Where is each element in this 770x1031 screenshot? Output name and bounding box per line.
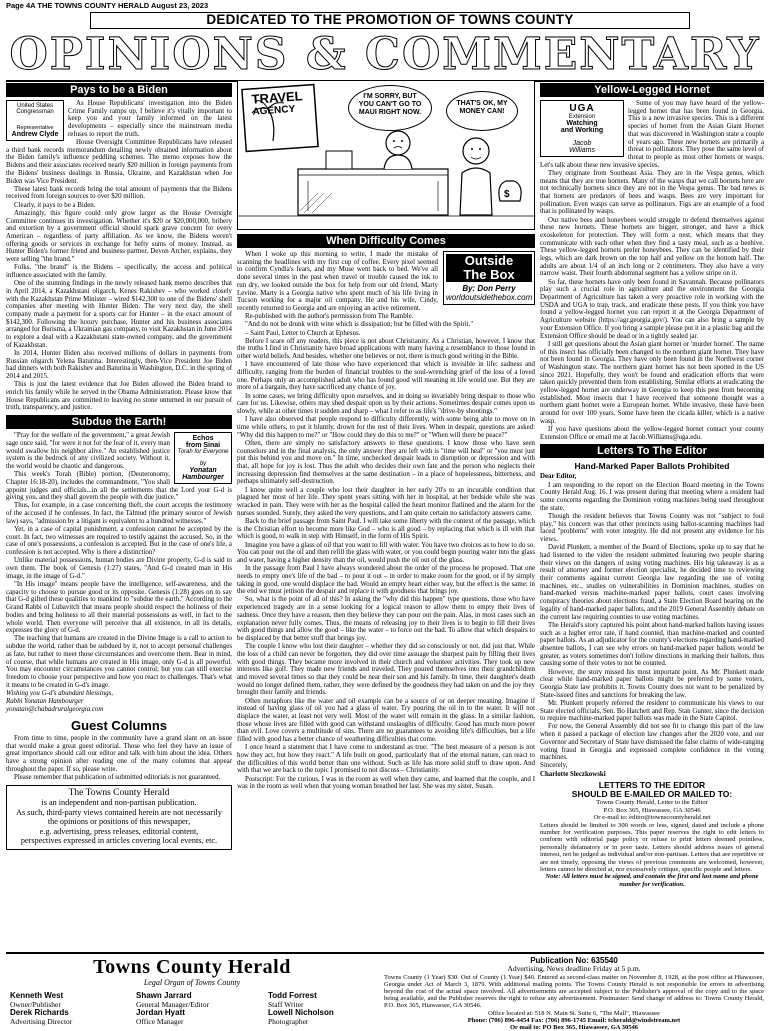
paragraph: Before I scare off any readers, this piece is not about Christianity. As a Christian, however, I know that the truths I find in Christianity have broad applications with many having a resemblance to those found in other world beliefs. And besides, whether one believes or not, there is much good writing in the Bible. [237,337,535,361]
address-heading: SHOULD BE E-MAILED OR MAILED TO: [571,789,733,800]
speech-bubble-agent: I'M SORRY, BUT YOU CAN'T GO TO MAUI RIGHT NOW. [348,85,432,131]
staff-entry [268,992,376,1026]
inset-line: from Sinai [185,442,221,450]
publication-info [384,956,764,1031]
logo-website: worldoutsidethebox.com [446,293,533,302]
paragraph: Imagine you have a glass of oil that you want to fill with water. You have two choices as to how to do so. You can pour out the oil and then refill the glass with water, or you could begin pouring water into the glass and water, having a higher density than the oil, would push the oil out of the glass. [237,541,535,564]
cartoon-sign-line: TRAVEL [251,88,304,107]
paragraph: I am responding to the report on the Election Board meeting in the Towns County Herald Aug. 16. I was present during that meeting where a resident had some concerns regarding the Dominion voting machines being used throughout the state. [540,481,764,512]
publication-deadline: Advertising, News deadline Friday at 5 p.m. [507,964,641,973]
masthead-left [6,956,378,1026]
paragraph: "Pray for the welfare of the government," a great Jewish sage once said, "for were it not for the fear of it, every man would swallow his neighbor alive." An established justice system is the bedrock of any civilized society. Without it, the world would be chaotic and dangerous. [6,432,170,470]
staff-name: Jordan Hyatt [136,1008,185,1017]
staff-name: Todd Forrest [268,991,317,1000]
paragraph: Our native bees and honeybees would struggle to defend themselves against these new hornets. These hornets are bigger, stronger, and have a thick exoskeleton for protection. They will form a nest, which means that they communicate with each other when they find a tasty meal, such as a beehive. These yellow-legged hornets prefer honeybees. They can be identified by their legs, which are dark brown on the top half and yellow on the bottom half. The adults are about 1/4 of an inch long or 2 centimeters. They also have a very narrow waist. Their fourth abdominal segment has a yellow stripe on it. [540,216,764,278]
address-line: Towns County Herald, Letter to the Editor [596,799,708,807]
inset-line: Watching [566,120,598,127]
paragraph: House Oversight Committee Republicans have released a third bank records memorandum detailing newly obtained information about the Biden family's influence peddling schemes. The memo exposes how the Bidens and their associates received nearly $20 million in foreign payments from the Bidens' business dealings in Russia, Ukraine, and Kazakhstan when Joe Biden was Vice President. [6,139,232,185]
inset-line: and Working [560,127,604,134]
page-folio: Page 4A THE TOWNS COUNTY HERALD August 23, 2023 [6,1,209,10]
address-policy: Letters should be limited to 300 words or less, signed, dated and include a phone number for verification purposes. This paper reserves the right to edit letters to conform with editorial page policy or refuse to print letters deemed pointless, personally defamatory or in poor taste. Letters should address issues of general interest, not be judged as individual and/or non-partisan. Letters that are repetitive or are not timely, opposing the views of previous comments are welcomed, however, letters cannot be directed at, nor excessively critique, specific people and letters. [540,821,764,874]
paragraph: As House Republicans' investigation into the Biden Crime Family ramps up, I believe it's vitally important to keep you and your family informed on the latest developments – especially since the mainstream media refuses to report the truth. [68,100,232,138]
paragraph: Postscript: For the curious, I was in the room as well when they came, and learned that the couple, and I was in the room as well when that young woman breathed her last. She was my sister, Susan. [237,775,535,791]
paragraph: – Saint Paul, Letter to Church at Ephesus. [245,329,361,337]
article-body-difficulty [237,251,535,791]
paragraph: These latest bank records bring the total amount of payments that the Bidens received from foreign sources to over $20 million. [6,185,232,201]
paragraph: If you have questions about the yellow-legged hornet contact your county Extension Office or email me at Jacob.Williams@uga.edu. [540,426,764,441]
column-left [6,83,232,949]
staff-role: Office Manager [136,1016,184,1026]
paragraph: In the passage from Paul I have always wondered about the order of the process he proposed. That one needs to empty one's life of the bad – to pour it out – in order to make room for the good, or if by simply taking in good, one would displace the bad. Would an empty heart either way, but the effect is the same: in the end we must jettison the despair and replace it with goodness that brings joy. [237,565,535,596]
inset-author-name: Yonatan Hambourger [182,467,224,482]
sign-name: Rabbi Yonatan Hambourger [6,698,84,706]
cartoon-sign [251,89,304,118]
paragraph: This is just the latest evidence that Joe Biden allowed the Biden brand to enrich his family while he served in the Obama Administration. Please know that House Republicans are committed to leaving no stone unturned in our pursuit of truth, transparency, and justice. [6,381,232,412]
inset-author-name: Andrew Clyde [11,131,59,138]
address-heading: LETTERS TO THE EDITOR [598,780,706,791]
article-body-biden [6,100,232,412]
paragraph: I once heard a statement that I have come to understand as true: "The best measure of a person is not how they act, but how they react." A life built on good, particularly that of the eternal nature, can react to the difficulties of this world better than one without. Such as life has more solid stuff to draw upon. And with that we are back to the topic I promised to not discuss – Christianity. [237,744,535,775]
publication-terms: Towns County (1 Year) $30. Out of County (1 Year) $40. Entered as second-class matter on November 8, 1928, at the post office at Hiawassee, Georgia under Act of March 3, 1879. With additional mailing points. The Towns County Herald is not responsible for errors in advertising beyond the cost of the actual space involved. All advertisements are accepted subject to the Publisher's approval of the copy and to the space being available, and the Publisher reserves the right to refuse any advertisement. Postmaster: Send change of address to: Towns County Herald, P.O. Box 365, Hiawassee, GA 30546. [384,973,764,1010]
inset-line: Extension [568,114,596,120]
paragraph: Often metaphors like the water and oil example can be a source of or on deeper meaning. Imagine if instead of having glass of oil you had a glass of water. Try pouring the oil in to the water. It will not displace the water, at least not very well. Most of the water will remain in the glass. In a similar fashion, those whose lives are filled with good can withstand onslaughts of difficulty. Good has much more power than evil. Love covers a multitude of sins. There are no guarantees to avoiding life's difficulties, but a life filled with good has a better chance of weathering difficulties that come. [237,697,535,744]
paragraph: I have also observed that people respond to difficulty differently, with some being able to move on in time while others, to put it bluntly, drown for the rest of their lives. When in despair, questions are asked: "Why did this happen to me?" or "How could they do this to me?" or "When will there be peace?" [237,416,535,439]
paragraph: When I woke up this morning to write, I made the mistake of scanning the headlines with my first cup of coffee. Every pixel seemed to confirm Cyndia's fears, and my Muse went back to bed. We've all done several times in the past when travel or trouble caused the ink to run dry, we looked outside the box for help from our old friend, Marty Levine. Marty is a Georgia native who spent much of his life living in Tucson working for a major oil company. He and his wife, Cindy, recently returned to Georgia and are enjoying an active retirement. [237,251,438,312]
headline-subdue-the-earth: Subdue the Earth! [6,415,232,429]
disclaimer-line: As such, third-party views contained herein are not necessarily the opinions or positions of this newspaper, [16,807,222,827]
paragraph: Though the resident believes that Towns County was not "subject to foul play," his concern was that other precincts using ballot-scanning machines had faced "problems" with voter integrity. He did not present any evidence for his views. [540,512,764,544]
inset-line: Echos [192,435,214,443]
paragraph: So far, these hornets have only been found in Savannah. Because pollinators play such a crucial role in agriculture and the environment the Georgia Department of Agriculture has taken a very proactive role in working with the USDA and UGA to trap, track, and eradicate these pests. If you think you have found a yellow-legged hornet you can report it at the Georgia Department of Agriculture website (https://agr.georgia.gov/). You can also bring a sample by your Extension Office. If you bring a sample please put it in a plastic bag and the Extension Office should be dead or in a tightly sealed jar. [540,278,764,340]
headline-guest-columns: Guest Columns [70,717,168,733]
paragraph: Some of you may have heard of the yellow-legged hornet that has been found in Georgia. This is a new invasive species. This is a different species of hornet from the Asian Giant Hornet that was discovered in Washington state a couple of years ago. These new hornets are primarily a threat to pollinators. They pose the same level of threat to people as most other hornets or wasps. Let's talk about these new invasive species. [540,100,764,169]
disclaimer-line: The Towns County Herald [68,787,170,798]
signer: Charlotte Sleczkowski [540,770,606,778]
inset-line: Congressman [16,109,54,115]
paragraph: The Herald's story captured his point about hand-marked ballots having issues such as a higher error rate, if hand counted, than machine-marked and counted paper ballots. As an adjudicator for the county's elections regarding hand-marked absentee ballots, I can see why errors on hand-marked paper ballots would be greater, as voters sometimes don't follow directions in marking their ballots, thus causing some of their votes to not be counted. [540,621,764,668]
staff-name: Derek Richards [10,1008,69,1017]
address-line: Or e-mail to: editor@townscountyherald.net [593,814,711,822]
headline-letters-to-the-editor: Letters To The Editor [540,444,764,458]
inset-line: Torah for Everyone [177,449,229,456]
staff-role: Photographer [268,1016,309,1026]
logo-title: The Box [446,268,532,282]
logo-title: Outside [446,254,532,268]
outside-the-box-logo [443,251,535,305]
speech-bubble-customer: THAT'S OK, MY MONEY CAN! [446,91,518,131]
staff-name: Shawn Jarrard [136,991,192,1000]
author-inset-williams [540,100,624,157]
paragraph: In some cases, we bring difficulty upon ourselves, and in doing so invariably bring despair to those who care for us. Likewise, others may shed despair upon us by their actions. Sometimes despair comes upon us slowly, while at other times it sudden and sharp – what I refer to as life's "drive-by shootings." [237,392,535,416]
sign-off: Wishing you G-d's abundant blessings, [6,689,113,697]
letter-body [540,473,764,778]
paragraph: From time to time, people in the community have a grand slant on an issue that would make a great guest editorial. Those who feel they have an issue of great importance should call our editor and talk with him about the idea. Others have a strong opinion after reading one of the many columns that appear throughout the paper. If so, please write. [6,734,232,773]
paragraph: Back to the brief passage from Saint Paul. I will take some liberty with the context of the passage, which is the Christian effort to become more like God – who is all good – by replacing that which is ill with that which is good, to walk in step with Himself, in the form of His Spirit. [237,517,535,541]
section-banner: DEDICATED TO THE PROMOTION OF TOWNS COUNTY [90,12,690,29]
staff-role: General Manager/Editor [136,999,210,1009]
uga-logo: UGA [569,103,595,114]
column-center [237,234,535,949]
paragraph: However, the story missed his most important point. As Mr. Plunkett made clear while hand-marked paper ballots might be preferred by some voters, Georgia State law prohibits it. Towns County does not want to be penalized by State-issued fines and sanctions for breaking the law. [540,668,764,699]
paragraph: Yet, in a case of capital punishment, a confession cannot be accepted by the court. In fact, two witnesses are required to testify against the accused. So, in the case of one's possessions, a confession is accepted. But in the case of one's life, a confession is not accepted. Why is there a distinction? [6,526,232,557]
address-note: Note: All letters must be signed, and contain the first and last name and phone number for verification. [545,873,759,888]
paragraph: Please remember that publication of submitted editorials is not guaranteed. [14,773,221,781]
paragraph: This week's Torah (Bible) portion, (Deuteronomy, Chapter 16:18-20), includes the commandment, "You shall appoint judges and officials...in all the settlements that the Lord your G-d is giving you, and they shall govern the people with due justice." [6,471,232,502]
paragraph: Often, there are simply no satisfactory answers to these questions. I know those who have seen counselors and in the final analysis, the only answer they are left with is "time will heal" or "you must just put this behind you and move on." In time, unchecked despair leads to disruption or depression and with that, all hope for joy is lost. Thus the adult who decides their own fate and the person who neglects their increasing depression find themselves at the same destination – in a place of hopelessness, bitterness, and perhaps ultimately self-destruction. [237,439,535,486]
svg-text:$: $ [504,189,510,200]
sign-email: yonatan@chabadruralgeorgia.com [6,706,104,714]
editorial-cartoon [237,80,535,230]
paragraph: The couple I know who lost their daughter – whether they did so consciously or not, did just that. While the loss of a child can never be forgotten, they did over time assuage the sharpest pain by filling their lives with good things. They became more involved in their church and volunteer activities. They took up new interests like golf. They made new friends and traveled. They poured themselves into their grandchildren and moved several times so that they could be near their son and his family. In time, their daughter's death would no longer defined them, rather, they were defined by the goodness they had taken on and the joy they brought their family and friends. [237,643,535,697]
staff-entry [10,992,130,1026]
paragraph: David Plunkett, a member of the Board of Elections, spoke up to say that he had listened to the video the resident submitted featuring two people sharing their views on the dangers of using voting machines. His big takeaway is as a result of attorney and former election specialist, he decided time to reviewing their comments against current Georgia law regarding the use of voting machines, etc., studies on vulnerabilities in Dominion machines, studies on hand-marked versus machine-marked paper ballots, court cases involving conspiracy theories about elections fraud, a State Election Board hearing on the legality of hand-marked paper ballots, and the 2019 General Assembly debate on the current law requiring counties to use voting machines. [540,544,764,621]
disclaimer-line: perspectives expressed in articles covering local events, etc. [20,836,218,846]
address-line: P.O. Box 365, Hiawassee, GA 30546 [603,806,701,814]
paragraph: Unlike material possessions, human bodies are Divine property, G-d is said to own them. The book of Genesis (1:27) states, "And G-d created man in His image, in the image of G-d." [6,557,232,580]
paragraph: Thus, for example, in a case concerning theft, the court accepts the testimony of the accused if he confesses. In fact, the Talmud (the primary source of Jewish law) says, "admission by a litigant is equivalent to a hundred witnesses." [6,502,232,525]
letters-address-box [540,781,764,888]
masthead-subtitle: Legal Organ of Towns County [143,978,241,987]
masthead-footer [6,952,764,1031]
masthead-title: Towns County Herald [93,956,291,978]
staff-role: Advertising Director [10,1016,73,1026]
letter-title: Hand-Marked Paper Ballots Prohibited [574,461,730,472]
disclaimer-line: e.g. advertising, press releases, editorial content, [39,826,199,836]
author-inset-clyde [6,100,64,141]
paragraph: Amazingly, this figure could only grow larger as the House Oversight Committee continues its investigation. Whether it's $20 or $20,000,000, bribery and extortion by a government official should spark grave concern for every American – regardless of party affiliation. As we know, the Bidens weren't offering goods or services in exchange for hefty sums of money. Instead, as Hunter Biden's former friend and business partner, Devon Archer, explains, they were selling "the brand." [6,209,232,264]
logo-byline: By: Don Perry [462,284,516,293]
paragraph: "And do not be drunk with wine which is dissipation; but be filled with the Spirit." [245,321,474,329]
staff-name: Kenneth West [10,991,64,1000]
paragraph: Re-published with the author's permission from The Ramble. [245,313,414,321]
paragraph: I have encountered of late those who have experienced that which is invisible in life: sadness and difficulty, ranging from the burden of financial troubles to the soul-wrenching grief of the loss of a loved one. Perhaps only an accomplished adult who has found good will meaning in life would use. But they are more of a bargain, they have sacrificed any chance of joy. [237,361,535,392]
staff-role: Owner/Publisher [10,999,61,1009]
contact-phone: Phone: (706) 896-4454 Fax: (706) 896-1745 Email: tcherald@windstream.net [467,1016,681,1024]
paragraph: Folks, "the brand" is the Bidens – specifically, the access and political influence associated with the family. [6,264,232,279]
inset-line: Representative [16,125,54,131]
inset-line: by [199,461,207,468]
page-title: OPINIONS & COMMENTARY [9,29,761,80]
headline-pays-to-be-a-biden: Pays to be a Biden [6,83,232,97]
paragraph: Mr. Plunkett properly referred the resident to communicate his views to our State elected officials, Sen. Bo Hatchett and Rep. Stan Gunter, since the decision to require machine-marked paper ballots was made in the State Capitol. [540,699,764,723]
closing: Sincerely, [540,762,568,770]
paragraph: One of the stunning findings in the newly released bank memo describes that in April 2014, a Kazakhstani oligarch, Kenes Rakishev – who worked closely with the Kazakhstan Prime Minister – wired $142,300 to one of the Bidens' shell companies after meeting with Hunter Biden. The very next day, the shell company made a payment for a sports car for Hunter – in the exact amount of $142,300. Following the luxury purchase, Hunter and his business associates arranged for Burisma, a Ukrainian gas company, to visit Kazakhstan in June 2014 to explore a deal with a Kazakhstani state-owned company, and the government of Kazakhstan. [6,280,232,349]
headline-when-difficulty-comes: When Difficulty Comes [237,234,535,248]
salutation: Dear Editor, [540,473,577,481]
office-address: Office located at: 518 N. Main St. Suite 6, "The Mall", Hiawassee [488,1009,660,1017]
paragraph: So, what is the point of all of this? In asking the "why did this happen" type questions, those who have experienced tragedy are in a sense looking for a logical reason to allow them to empty their lives of sadness. Once they have a reason, then they believe they can pour out the pain. Alas, in most cases such an explanation never fully comes. Thus, the means of releasing joy to their lives is to begin to fill their lives with good things and allow the good – like the water – to force out the bad. To allow that which despairs to be displaced by that better stuff that brings joy. [237,596,535,642]
inset-line: United States [16,103,54,109]
staff-name: Lowell Nicholson [268,1008,334,1017]
cartoon-sign-line: AGENCY [252,103,296,118]
paragraph: The teaching that humans are created in the Divine Image is a call to action to subdue the world, rather than be subdued by it, not to accept personal challenges as fate, but rather to meet those circumstances and overcome them. Bear in mind, of course, that while humans are created in His image, only G-d is all powerful. You may encounter circumstances you cannot control; but you can still exercise freedom to choose your perspective and how you react to challenges. That's what it means to be created in G-d's image. [6,635,232,689]
column-right [540,83,764,949]
headline-yellow-legged-hornet: Yellow-Legged Hornet [540,83,764,97]
paragraph: In 2014, Hunter Biden also received millions of dollars in payments from Russian oligarch Yelena Baturina. Interestingly, then-Vice President Joe Biden had dinners with both Rakishev and Baturina in Washington, D.C. in the spring of 2014 and 2015. [6,350,232,381]
disclaimer-line: is an independent and non-partisan publication. [41,798,197,808]
paragraph: They originate from Southeast Asia. They are in the Vespa genus, which means that they are true hornets. Many of the wasps that we call hornets here are not technically hornets since they are not in the Vespa genus. The bad news is that hornets are predators of bees and wasps. Bees are very important for pollination. Even wasps can serve as pollinators. Figs are an example of a food that is pollinated by wasps. [540,169,764,216]
inset-line: Jacob [572,140,592,147]
staff-role: Staff Writer [268,999,304,1009]
inset-divider [9,115,61,125]
guest-columns-body [6,735,232,782]
inset-author-name: Williams [569,147,595,154]
staff-entry [136,992,256,1026]
paragraph: "In His image" means people have the intelligence, self-awareness, and the capacity to choose to pursue good or its opposite. Genesis (1:28) goes on to say that G-d gifted these qualities to mankind to "subdue the earth." According to the Grand Rabbi of Lubavitch that means people should respect the holiness of their bodies and bring holiness to all their material possessions as well, in fact to the whole world. Then everyone will perceive that all existence, in all its details, expresses the glory of G-d. [6,580,232,635]
author-inset-hambourger [174,432,232,484]
mailing-address: Or mail to: PO Box 365, Hiawassee, GA 30546 [509,1023,639,1031]
paragraph: I still get questions about the Asian giant hornet or 'murder hornet'. The name of this insect has officially been changed to the northern giant hornet. They have not been found in Georgia. They have only been found in the Northwest corner of Washington state. The northern giant hornet has not been spotted in the US since 2021. Hopefully, they won't be found and eradication efforts that were taken quickly prevented them from establishing. Similar efforts at eradicating the yellow-legged hornet are underway in Georgia to keep this pest from becoming established. Most insects that I have received that someone thought was a northern giant hornet were a European hornet. While invasive, these have been around for over 100 years. Some have been the cicada killer, which is a native wasp. [540,340,764,425]
publication-number: Publication No: 635540 [530,956,618,965]
paragraph: For now, the General Assembly did not see fit to change this part of the law when it passed a package of election law changes after the 2020 vote, and our Governor and Secretary of State have dismissed the false claims of wide-ranging voting fraud in Georgia and expressed complete confidence in the voting machines. [540,723,764,762]
disclaimer-box [6,785,232,850]
paragraph: Clearly, it pays to be a Biden. [14,201,96,209]
paragraph: I know quite well a couple who lost their daughter in her early 20's to an incurable condition that plagued her most of her life. They spent years sitting with her in hospital, at her bedside while she was wracked in pain. They were with her as the hospital called the heart monitor flatlined and the alarm for the nurses sounded. Surely, they asked the very questions, and I am quite certain no satisfactory answers came. [237,486,535,517]
